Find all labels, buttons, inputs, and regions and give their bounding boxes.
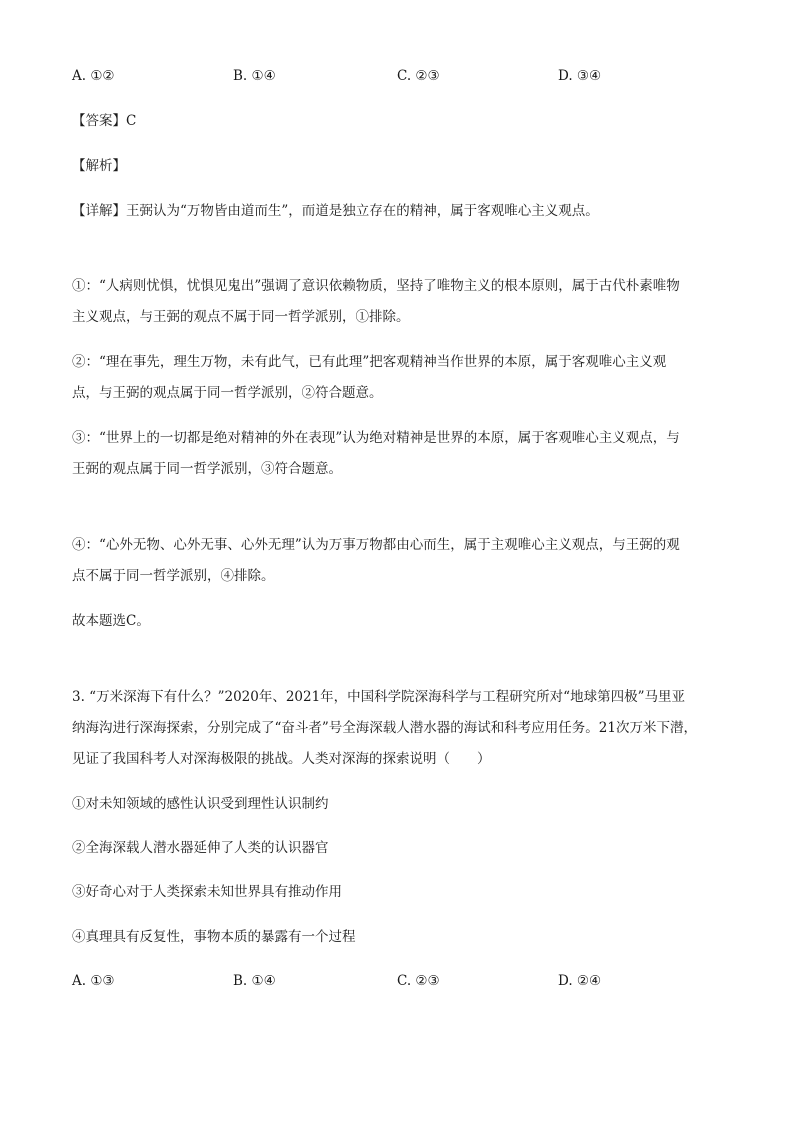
q3-stem-line-3: 见证了我国科考人对深海极限的挑战。人类对深海的探索说明（ ）	[72, 751, 491, 767]
q3-stem-line-1: 3. “万米深海下有什么？”2020年、2021年，中国科学院深海科学与工程研究所对“地球第四极”马里亚	[72, 689, 685, 705]
q2-answer: 【答案】C	[72, 113, 137, 129]
q2-option-c: C. ②③	[397, 68, 440, 84]
q2-options-row	[72, 67, 722, 85]
q2-point-3-line-1: ③：“世界上的一切都是绝对精神的外在表现”认为绝对精神是世界的本原，属于客观唯心主义观点，与	[72, 430, 680, 446]
q2-point-1-line-1: ①：“人病则忧惧，忧惧见鬼出”强调了意识依赖物质，坚持了唯物主义的根本原则，属于古代朴素唯物	[72, 278, 680, 294]
q2-point-1-line-2: 主义观点，与王弼的观点不属于同一哲学派别，①排除。	[72, 309, 410, 325]
q3-statement-3: ③好奇心对于人类探索未知世界具有推动作用	[72, 884, 342, 900]
q3-option-a[interactable]: A. ①③	[72, 973, 115, 989]
q2-point-4-line-1: ④：“心外无物、心外无事、心外无理”认为万事万物都由心而生，属于主观唯心主义观点，与王弼的观	[72, 537, 680, 553]
q2-conclusion: 故本题选C。	[72, 613, 150, 629]
q3-option-d[interactable]: D. ②④	[558, 973, 602, 989]
q3-statement-2: ②全海深载人潜水器延伸了人类的认识器官	[72, 840, 329, 856]
q3-stem-line-2: 纳海沟进行深海探索，分别完成了“奋斗者”号全海深载人潜水器的海试和科考应用任务。21次万米下潜，	[72, 720, 697, 736]
q2-option-b: B. ①④	[233, 68, 276, 84]
q2-analysis-label: 【解析】	[72, 158, 126, 174]
q3-option-b[interactable]: B. ①④	[233, 973, 276, 989]
q2-point-2-line-1: ②：“理在事先，理生万物，未有此气，已有此理”把客观精神当作世界的本原，属于客观唯心主义观	[72, 354, 667, 370]
q2-option-d: D. ③④	[558, 68, 602, 84]
q2-point-2-line-2: 点，与王弼的观点属于同一哲学派别，②符合题意。	[72, 385, 383, 401]
q3-option-c[interactable]: C. ②③	[397, 973, 440, 989]
q3-options-row	[72, 972, 722, 990]
q2-point-4-line-2: 点不属于同一哲学派别，④排除。	[72, 568, 275, 584]
q2-point-3-line-2: 王弼的观点属于同一哲学派别，③符合题意。	[72, 461, 342, 477]
q2-option-a: A. ①②	[72, 68, 115, 84]
q2-detail: 【详解】王弼认为“万物皆由道而生”，而道是独立存在的精神，属于客观唯心主义观点。	[72, 203, 599, 219]
q3-statement-1: ①对未知领域的感性认识受到理性认识制约	[72, 796, 329, 812]
q3-statement-4: ④真理具有反复性，事物本质的暴露有一个过程	[72, 929, 356, 945]
